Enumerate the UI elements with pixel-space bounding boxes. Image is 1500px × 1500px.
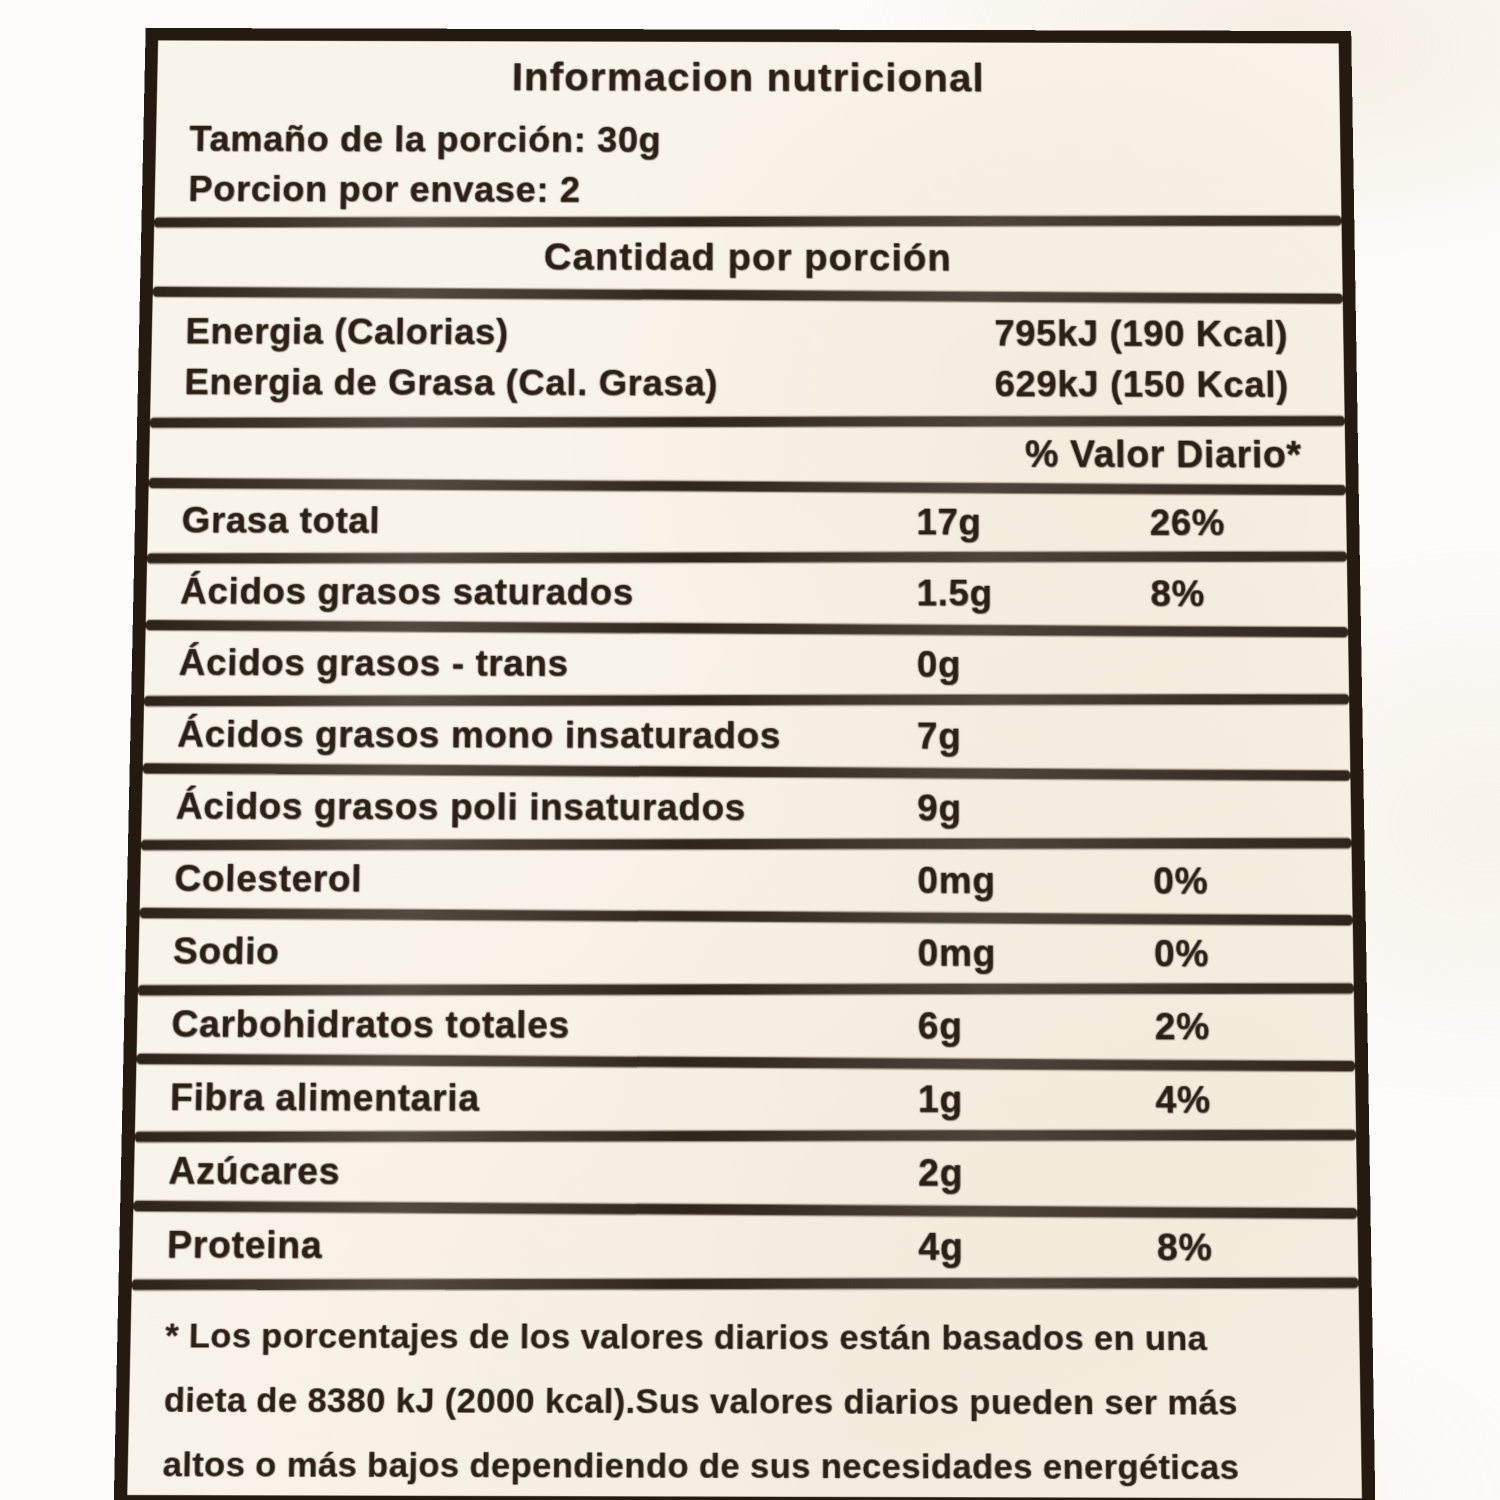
amount-per-serving-header: Cantidad por porción: [543, 236, 952, 280]
nutrition-label: [114, 28, 1376, 1500]
nutrient-name: Ácidos grasos - trans: [178, 642, 569, 684]
nutrient-dv: [1153, 809, 1351, 810]
nutrient-name: Ácidos grasos saturados: [179, 570, 634, 613]
separator-rule: [141, 838, 1352, 850]
nutrient-amount: 1g: [917, 1078, 963, 1121]
nutrient-amount: 0g: [916, 643, 962, 685]
nutrient-dv: [1156, 1174, 1357, 1175]
daily-value-header: % Valor Diario*: [1024, 433, 1302, 476]
nutrient-name: Azúcares: [168, 1149, 341, 1193]
serving-size: Tamaño de la porción: 30g: [188, 119, 662, 160]
energy-name: Energia (Calorias): [185, 311, 509, 353]
nutrient-row: [144, 632, 1349, 697]
nutrient-name: Proteina: [166, 1223, 323, 1267]
nutrient-dv: 8%: [1156, 1226, 1213, 1269]
nutrient-dv: 0%: [1153, 932, 1210, 975]
separator-rule: [138, 983, 1354, 995]
label-header: [154, 40, 1341, 218]
energy-value: 629kJ (150 Kcal): [994, 363, 1290, 405]
nutrient-amount: 4g: [918, 1225, 964, 1268]
energy-row: [185, 312, 1288, 356]
nutrient-name: Sodio: [172, 930, 280, 972]
nutrient-amount: 17g: [916, 501, 982, 543]
nutrient-name: Carbohidratos totales: [171, 1003, 570, 1046]
separator-rule: [150, 416, 1345, 428]
separator-rule: [135, 1130, 1356, 1142]
label-title: Informacion nutricional: [511, 54, 985, 100]
nutrient-row: [137, 993, 1355, 1059]
nutrient-dv: 8%: [1150, 573, 1206, 614]
separator-rule: [147, 551, 1347, 563]
nutrient-amount: 9g: [917, 787, 962, 829]
separator-rule: [132, 1278, 1359, 1290]
nutrient-row: [135, 1066, 1356, 1132]
nutrient-name: Fibra alimentaria: [169, 1076, 480, 1119]
nutrient-row: [146, 561, 1348, 625]
nutrient-name: Colesterol: [174, 857, 363, 900]
energy-name: Energia de Grasa (Cal. Grasa): [184, 361, 719, 403]
nutrient-name: Ácidos grasos mono insaturados: [176, 713, 782, 757]
separator-rule: [154, 216, 1341, 228]
nutrient-row: [138, 920, 1354, 986]
nutrient-amount: 1.5g: [916, 572, 993, 614]
footnote-line: dieta de 8380 kJ (2000 kcal).Sus valores diarios pueden ser más: [163, 1380, 1238, 1423]
nutrient-row: [141, 775, 1351, 840]
nutrient-amount: 6g: [917, 1005, 963, 1047]
nutrient-dv: 0%: [1153, 860, 1209, 902]
energy-row: [184, 361, 1289, 405]
energy-section: [150, 299, 1344, 419]
nutrient-row: [133, 1139, 1357, 1206]
footnote-line: * Los porcentajes de los valores diarios están basados en una: [164, 1316, 1208, 1359]
nutrient-dv: [1151, 665, 1348, 666]
nutrient-dv: 26%: [1149, 502, 1226, 543]
nutrient-amount: 0mg: [917, 932, 997, 974]
nutrient-row: [143, 704, 1351, 769]
footnote-line: altos o más bajos dependiendo de sus necesidades energéticas: [162, 1445, 1240, 1488]
nutrient-amount: 7g: [916, 715, 962, 757]
separator-rule: [144, 694, 1349, 706]
nutrient-row: [132, 1213, 1359, 1280]
nutrient-amount: 2g: [918, 1151, 964, 1194]
energy-value: 795kJ (190 Kcal): [994, 313, 1289, 355]
nutrient-name: Grasa total: [181, 499, 381, 541]
servings-per-container: Porcion por envase: 2: [187, 169, 581, 210]
nutrient-dv: 4%: [1155, 1078, 1211, 1121]
nutrient-dv: 2%: [1154, 1005, 1211, 1048]
nutrient-amount: 0mg: [917, 859, 996, 902]
nutrient-row: [140, 848, 1353, 914]
nutrient-row: [147, 490, 1347, 554]
nutrient-dv: [1152, 737, 1350, 738]
nutrient-name: Ácidos grasos poli insaturados: [175, 785, 746, 829]
footnote: [127, 1287, 1362, 1500]
